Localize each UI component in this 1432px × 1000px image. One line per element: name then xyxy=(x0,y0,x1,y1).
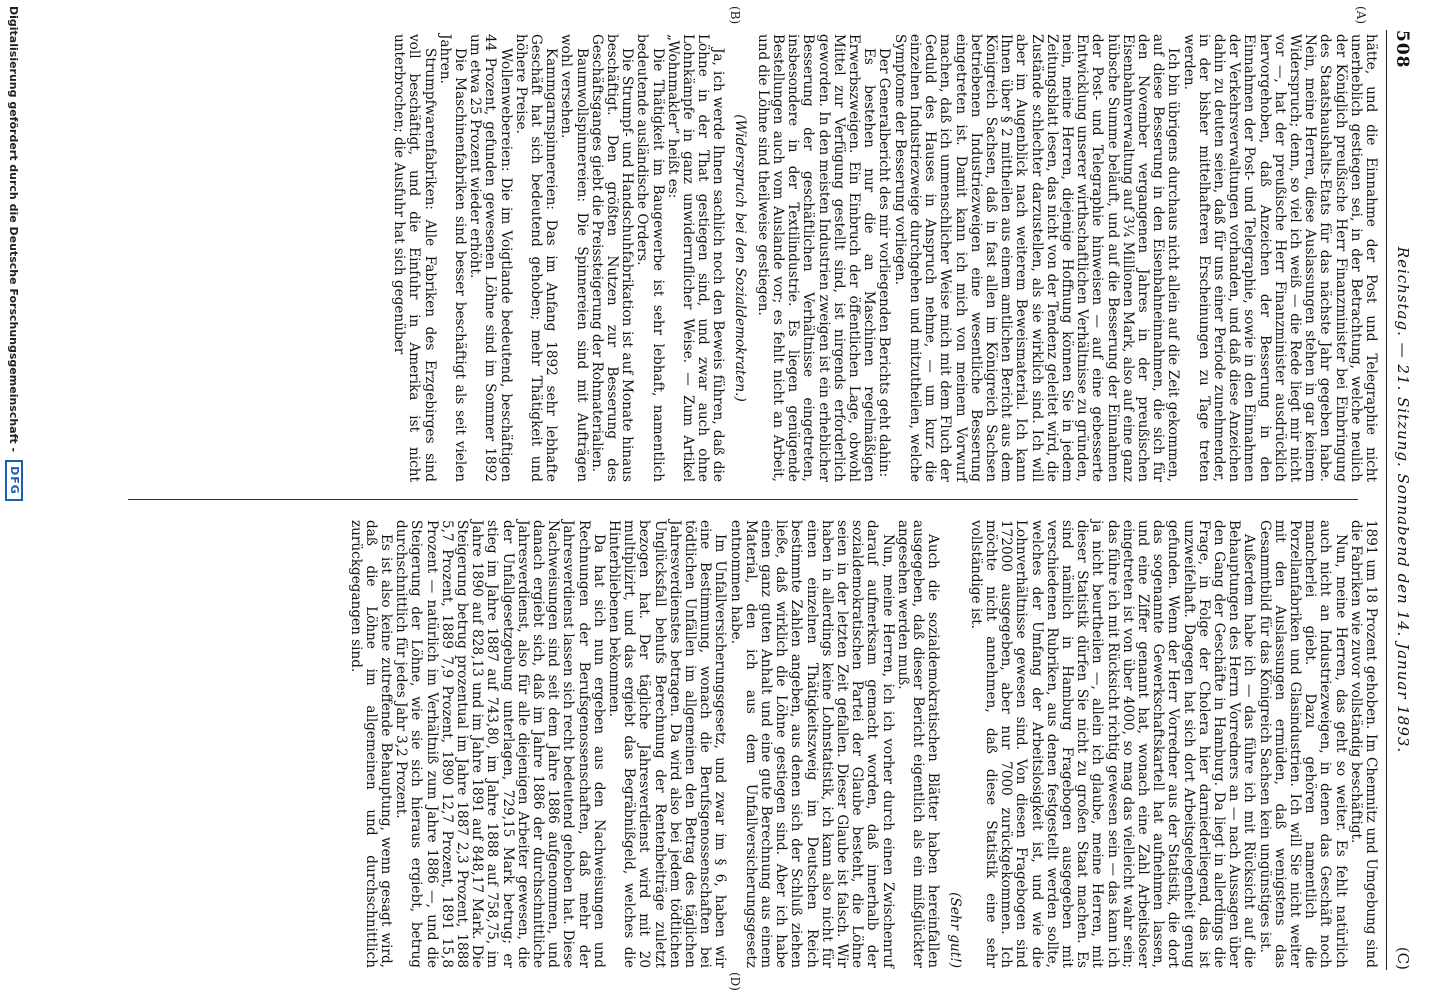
paragraph: Die Maschinenfabriken sind besser beschäftigt als seit vielen Jahren. xyxy=(436,34,469,482)
header-rule xyxy=(1386,30,1387,970)
paragraph: Auch die sozialdemokratischen Blätter haben hereinfallen ausgegeben, daß dieser Bericht eigentlich als ein mißglückter angesehen werden muß. xyxy=(894,520,942,968)
paragraph: Ja, ich werde Ihnen sachlich noch den Beweis führen, daß die Löhne in der That gestiegen sind, und zwar auch ohne Lohnkämpfe in ganz unwiderruflicher Weise. — Zum Artikel „Wohnmakler“ heißt es: xyxy=(664,34,727,482)
paragraph: Die Strumpf- und Handschuhfabrikation ist auf Monate hinaus beschäftigt. Den größten Nutzen zur Besserung des Geschäftsganges giebt die Preissteigerung der Rohmaterialien. xyxy=(588,34,636,482)
paragraph: Nun, meine Herren, das geht so weiter. Es fehlt natürlich auch nicht an Industriezweigen, in denen das Geschäft noch mancherlei giebt. Dazu gehören namentlich die Porzellanfabriken und Glasindustrien. Ich will Sie nicht weiter mit den Auslassungen ermüden, daß wenigstens das Gesammtbild für das Königreich Sachsen kein ungünstiges ist. xyxy=(1256,520,1349,968)
paragraph: Es bestehen nur die an Maschinen regelmäßigen Erwerbszweigen. Ein Einbruch der öffentlichen Lage, obwohl Mittel zur Verfügung gestellt sind, ist nirgends erforderlich geworden. In den meisten Industrien zweigen ist ein erheblicher Besserung der geschäftlichen Verhältnisse eingetreten, insbesondere in der Textilindustrie. Es liegen genügende Bestellungen auch vom Auslande vor; es fehlt nicht an Arbeit, und die Löhne sind theilweise gestiegen. xyxy=(754,34,878,482)
running-title: Reichstag. — 21. Sitzung. Sonnabend den 14. Januar 1893. xyxy=(1394,246,1412,754)
paragraph: Ich bin übrigens durchaus nicht allein auf die Zeit gekommen, auf diese Besserung in den Eisenbahneinnahmen, die sich für den November vergangenen Jahres in der preußischen Eisenbahnverwaltung auf 3¼ Millionen Mark, also auf eine ganz hübsche Summe beläuft, und auf die Besserung der Einnahmen der Post- und Telegraphie hinweisen — auf eine gebesserte Entwicklung unserer wirthschaftlichen Verhältnisse zu gründen, nein, meine Herren, diejenige Hoffnung können Sie in jedem Zeitungsblatt lesen, das nicht von der Tendenz geleitet wird, die Zustände schlechter darzustellen, als sie wirklich sind. Ich will aber im Augenblick nach weiterem Beweismaterial. Ich kann Ihnen über § 2 mittheilen aus einem amtlichen Bericht aus dem Königreich Sachsen, daß in fast allen im Königreich Sachsen betriebenen Industriezweigen eine wesentliche Besserung eingetreten ist. Damit kann ich mich von meinem Vorwurf machen, daß ich unmenschlicher Weise mich mit dem Fluch der Geduld des Hauses in Anspruch nehme, — um kurz die einzelnen Industriezweige durchgehen und mitzutheilen, welche Symptome der Besserung vorliegen. xyxy=(891,34,1182,482)
margin-marker-b: (B) xyxy=(728,6,742,25)
paragraph: Da hat sich nun ergeben aus den Nachweisungen und Rechnungen der Berufsgenossenschaften, daß mehr der Jahresverdienst lassen sich recht bedeutend gehoben hat. Diese Nachweisungen sind seit dem Jahre 1886 aufgenommen, und danach ergiebt sich, daß im Jahre 1886 der durchschnittliche Jahresverdienst, also für alle diejenigen Arbeiter gewesen, die der Unfallgesetzgebung unterlagen, 729,15 Mark betrug; er stieg im Jahre 1887 auf 743,80, im Jahre 1888 auf 758,75, im Jahre 1890 auf 828,13 und im Jahre 1891 auf 848,17 Mark. Die Steigerung betrug prozentual im Jahre 1887 2,3 Prozent, 1888 5,7 Prozent, 1889 7,9 Prozent, 1890 12,7 Prozent, 1891 15,8 Prozent — natürlich im Verhältniß zum Jahre 1886 —, und die Steigerung der Löhne, wie sie sich hieraus ergiebt, betrug durchschnittlich für jedes Jahr 3,2 Prozent. xyxy=(393,520,607,968)
header-margin-right: (C) xyxy=(1394,946,1412,970)
paragraph: Im Unfallversicherungsgesetz, und zwar im § 6, haben wir eine Bestimmung, wonach die Berufsgenossenschaften bei tödtlichen Unfällen im allgemeinen den Betrag des täglichen Jahresverdienstes betragen. Da wird also bei jedem tödtlichen Unglücksfall behufs Berechnung der Rentenbeiträge zuletzt bezogen hat. Der tägliche Jahresverdienst wird mit 20 multiplizirt, und das ergiebt das Begräbnißgeld, welches die Hinterbliebenen bekommen. xyxy=(606,520,729,968)
digitization-footer xyxy=(0,0,28,1000)
margin-marker-a: (A) xyxy=(1354,6,1368,25)
footer-text: Digitalisierung gefördert durch die Deutsche Forschungsgemeinschaft - xyxy=(7,6,21,453)
paragraph: Außerdem habe ich — das führe ich mit Rücksicht auf die Behauptungen des Herrn Vorredners an — nach Aussagen über den Gang der Geschäfte in Hamburg. Da liegt in allerdings die Frage, in Folge der Cholera hier darniederliegend, das ist unzweifelhaft. Dagegen hat sich dort Arbeitsgelegenheit genug gefunden. Wenn der Herr Vorredner aus der Statistik, die dort das sogenannte Gewerkschaftskartell hat aufnehmen lassen, und eine Ziffer genannt hat, wonach eine Zahl Arbeitsloser eingetreten ist von über 4000, so mag das vielleicht wahr sein; das führe ich mit Rücksicht richtig gewesen sein — das kann ich ja nicht beurtheilen —, allein ich glaube, meine Herren, mit dieser Statistik dürfen Sie nicht zu großen Staat machen. Es sind nämlich in Hamburg Fragebogen ausgegeben mit verschiedenen Rubriken, aus denen festgestellt werden sollte, welches der Umfang der Arbeitslosigkeit ist, und wie die Lohnverhältnisse gewesen sind. Von diesen Fragebogen sind 172000 ausgegeben, aber nur 7000 zurückgekommen. Ich möchte nicht annehmen, daß diese Statistik eine sehr vollständige ist. xyxy=(967,520,1258,968)
paragraph: Strumpfwarenfabriken: Alle Fabriken des Erzgebirges sind voll beschäftigt, und die Einfuhr in Amerika ist nicht unterbrochen; die Ausfuhr hat sich gegenüber xyxy=(391,34,438,482)
right-column xyxy=(347,520,1378,968)
paragraph: Wollenwebereien: Die im Voigtlande bedeutend, beschäftigen 44 Prozent, gefunden gewesenen Löhne sind im Sommer 1892 um etwa 25 Prozent wieder erhöht. xyxy=(467,34,514,482)
page-header xyxy=(1386,30,1420,970)
column-divider xyxy=(128,499,1358,500)
margin-marker-d: (D) xyxy=(728,972,742,991)
page-number: 508 xyxy=(1392,30,1412,69)
paragraph: hätte, und die Einnahme der Post und Telegraphie nicht unerheblich gestiegen sei, in der Betrachtung, welche neulich der Königlich preußische Herr Finanzminister bei Einbringung des Staatshaushalts-Etats für das nächste Jahr gegeben habe. Nein, meine Herren, diese Auslassungen stehen in gar keinem Widerspruch; denn, so viel ich weiß — die Rede liegt mir nicht vor —, hat der preußische Herr Finanzminister ausdrücklich hervorgehoben, daß Anzeichen der Besserung in den Einnahmen der Post- und Telegraphie, sowie in den Einnahmen der Verkehrsverwaltungen vorhanden, und daß diese Anzeichen dahin zu deuten seien, daß für uns einer Periode zunehmender, in der bisher mittelhafteren Erscheinungen zu Tage treten werden. xyxy=(1180,34,1379,482)
dfg-logo: DFG xyxy=(5,460,23,501)
left-column xyxy=(391,34,1378,482)
paragraph: 1891 um 18 Prozent gehoben. Im Chemnitz und Umgebung sind die Fabriken wie zuvor vollständig beschäftigt. xyxy=(1347,520,1379,968)
interjection: (Sehr gut!) xyxy=(946,892,963,968)
paragraph: Der Generalbericht des mir vorliegenden Berichts geht dahin: xyxy=(876,48,893,478)
paragraph: Es ist also keine zutreffende Behauptung, wenn gesagt wird, daß die Löhne im allgemeinen und durchschnittlich zurückgegangen sind. xyxy=(347,520,394,968)
paragraph: Kammgarnspinnereien: Das im Anfang 1892 sehr lebhafte Geschäft hat sich bedeutend gehoben; mehr Thätigkeit und höhere Preise. xyxy=(512,34,560,482)
paragraph: Die Thätigkeit im Baugewerbe ist sehr lebhaft, namentlich bedeutende ausländische Orders. xyxy=(634,34,666,482)
paragraph: Nun, meine Herren, ich ich vorher durch einen Zwischenruf darauf aufmerksam gemacht worden, daß innerhalb der sozialdemokratischen Partei der Glaube besteht, die Löhne seien in der letzten Zeit gefallen. Dieser Glaube ist falsch. Wir haben in allerdings keine Lohnstatistik, ich kann also nicht für einen einzelnen Thätigkeitszweig im Deutschen Reich bestimmte Zahlen angeben, aus denen sich der Schluß ziehen ließe, daß wirklich die Löhne gestiegen sind. Aber ich habe einen ganz guten Anhalt und eine gute Berechnung aus einem Material, den ich aus dem Unfallversicherungsgesetz entnommen habe. xyxy=(727,520,896,968)
paragraph: Baumwollspinnereien: Die Spinnereien sind mit Aufträgen wohl versehen. xyxy=(558,34,590,482)
interjection: (Widerspruch bei den Sozialdemokraten.) xyxy=(731,114,748,402)
